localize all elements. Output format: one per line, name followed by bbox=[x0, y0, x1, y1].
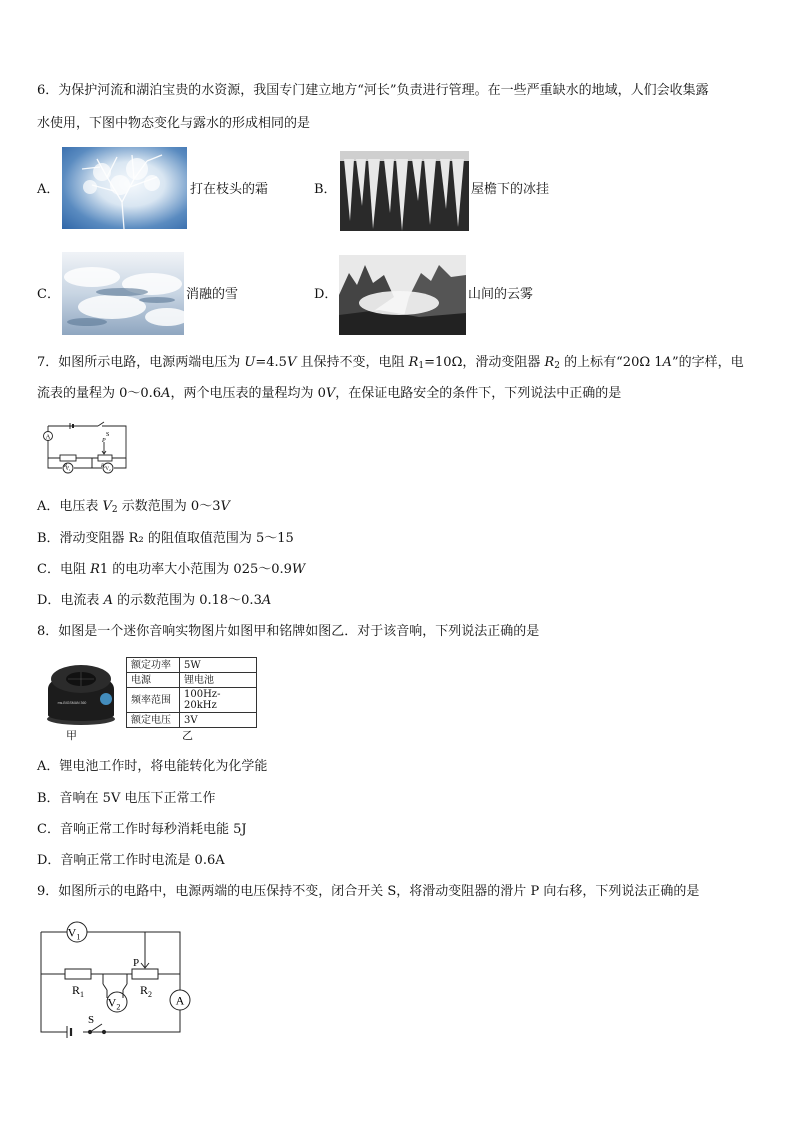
q6-option-a-letter: A． bbox=[37, 182, 60, 197]
spec-row: 频率范围 100Hz-20kHz bbox=[127, 688, 257, 713]
q7-switch-label: S bbox=[106, 432, 110, 438]
figure-jia-label: 甲 bbox=[66, 729, 77, 742]
spec-row: 额定电压 3V bbox=[127, 713, 257, 728]
q7-r1-label: R₁ bbox=[64, 464, 69, 469]
q6-option-d-letter: D． bbox=[314, 287, 338, 302]
q8-option-c: C．音响正常工作时每秒消耗电能 5J bbox=[37, 822, 247, 837]
q8-option-b: B．音响在 5V 电压下正常工作 bbox=[37, 791, 216, 806]
q6-option-c-letter: C． bbox=[37, 287, 60, 302]
speaker-brand-text: ms-BIGSMAN 360 bbox=[57, 701, 87, 705]
q7-option-b: B．滑动变阻器 R₂ 的阻值取值范围为 5～15 bbox=[37, 531, 294, 546]
q7-circuit-diagram bbox=[40, 418, 130, 476]
q7-stem-line2: 流表的量程为 0～0.6A，两个电压表的量程均为 0V，在保证电路安全的条件下，下列说法中正确的是 bbox=[37, 386, 622, 401]
q7-slider-label: P bbox=[102, 438, 106, 444]
q9-v1-symbol: $V_1$ bbox=[67, 925, 81, 942]
q7-v1-symbol: V₁ bbox=[65, 467, 71, 472]
q7-stem-line1: 7．如图所示电路，电源两端电压为 U=4.5V 且保持不变，电阻 $R_1=10\Omega$，滑动变阻器 $R_2$ 的上标有“20Ω 1A”的字样，电 bbox=[37, 355, 744, 371]
spec-row: 电源 锂电池 bbox=[127, 673, 257, 688]
q7-option-c: C．电阻 R1 的电功率大小范围为 025～0.9W bbox=[37, 562, 306, 577]
q6-option-c-caption: 消融的雪 bbox=[186, 287, 239, 302]
q8-stem: 8．如图是一个迷你音响实物图片如图甲和铭牌如图乙．对于该音响，下列说法正确的是 bbox=[37, 624, 540, 639]
q8-option-a: A．锂电池工作时，将电能转化为化学能 bbox=[37, 759, 268, 774]
q9-r2-label: $R_2$ bbox=[140, 983, 153, 999]
q6-option-b-letter: B． bbox=[314, 182, 337, 197]
q9-circuit-diagram bbox=[36, 918, 196, 1042]
q9-ammeter-symbol: A bbox=[175, 993, 185, 1008]
q9-v2-symbol: $V_2$ bbox=[107, 995, 121, 1012]
q7-ammeter-symbol: A bbox=[45, 433, 51, 441]
q6-option-a-caption: 打在枝头的霜 bbox=[190, 182, 269, 197]
q9-stem: 9．如图所示的电路中，电源两端的电压保持不变，闭合开关 S，将滑动变阻器的滑片 P 向右移，下列说法正确的是 bbox=[37, 884, 700, 899]
spec-row: 额定功率 5W bbox=[127, 658, 257, 673]
q6-option-d-caption: 山间的云雾 bbox=[468, 287, 534, 302]
q7-r2-label: R₂ bbox=[101, 464, 106, 469]
q9-slider-label: P bbox=[133, 957, 140, 969]
melting-snow-photo bbox=[62, 252, 184, 335]
icicles-photo bbox=[340, 151, 469, 231]
q7-v2-symbol: V₂ bbox=[105, 467, 111, 472]
q8-option-d: D．音响正常工作时电流是 0.6A bbox=[37, 853, 225, 868]
q7-option-d: D．电流表 A 的示数范围为 0.18～0.3A bbox=[37, 593, 272, 608]
mini-speaker-photo bbox=[42, 655, 120, 727]
q9-switch-label: S bbox=[88, 1014, 95, 1026]
speaker-spec-table bbox=[126, 657, 257, 728]
q7-option-a: A．电压表 $V_2$ 示数范围为 0～3V bbox=[37, 499, 230, 515]
mountain-fog-photo bbox=[339, 255, 466, 335]
figure-yi-label: 乙 bbox=[182, 729, 193, 742]
q6-option-b-caption: 屋檐下的冰挂 bbox=[471, 182, 550, 197]
q9-r1-label: $R_1$ bbox=[72, 983, 85, 999]
q6-stem-line2: 水使用，下图中物态变化与露水的形成相同的是 bbox=[37, 116, 311, 131]
frost-branch-photo bbox=[62, 147, 187, 229]
q6-stem-line1: 6．为保护河流和湖泊宝贵的水资源，我国专门建立地方“河长”负责进行管理。在一些严重缺水的地域，人们会收集露 bbox=[37, 83, 709, 98]
